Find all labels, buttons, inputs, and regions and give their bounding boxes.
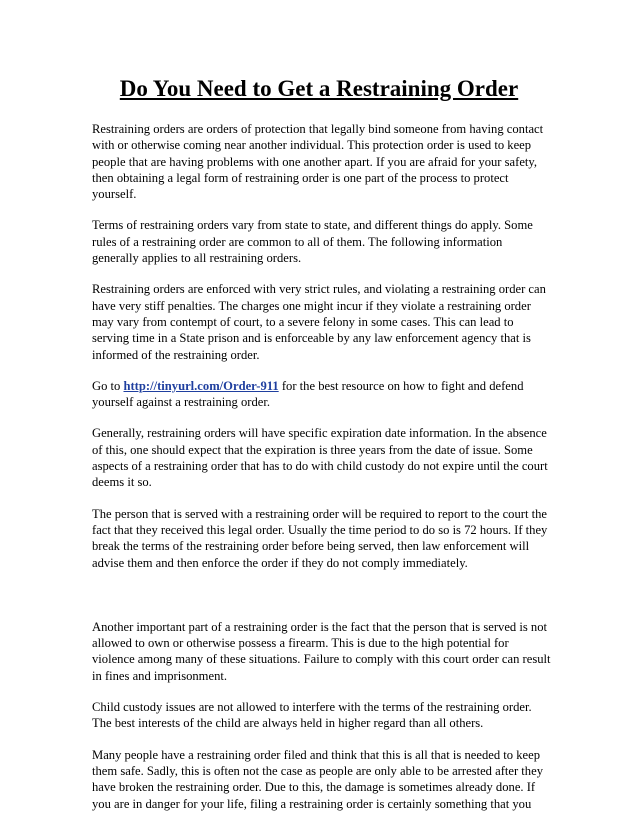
resource-text-before: Go to	[92, 378, 124, 393]
document-body	[92, 121, 552, 827]
paragraph-resource	[92, 378, 552, 411]
paragraph-terms: Terms of restraining orders vary from state to state, and different things do apply. Some rules of a restraining order are common to all of them. The following information generally applies to all restraining orders.	[92, 218, 533, 266]
resource-link[interactable]: http://tinyurl.com/Order-911	[123, 378, 279, 393]
paragraph-intro: Restraining orders are orders of protection that legally bind someone from having contact with or otherwise coming near another individual. This protection order is used to keep people that are having problems with one another apart. If you are afraid for your safety, then obtaining a legal form of restraining order is one part of the process to protect yourself.	[92, 122, 544, 202]
resource-text-after: for the best resource on how to fight and defend yourself against a restraining order.	[92, 378, 524, 410]
paragraph-child-custody: Child custody issues are not allowed to interfere with the terms of the restraining order. The best interests of the child are always held in higher regard than all others.	[92, 700, 532, 731]
paragraph-firearm: Another important part of a restraining order is the fact that the person that is served is not allowed to own or otherwise possess a firearm. This is due to the high potential for violence among many of these situations. Failure to comply with this court order can result in fines and imprisonment.	[92, 619, 551, 683]
paragraph-enforcement: Restraining orders are enforced with very strict rules, and violating a restraining order can have very stiff penalties. The charges one might incur if they violate a restraining order may vary from contempt of court, to a severe felony in some cases. This can lead to serving time in a State prison and is enforceable by any law enforcement agency that is informed of the restraining order.	[92, 282, 546, 362]
paragraph-danger: Many people have a restraining order filed and think that this is all that is needed to keep them safe. Sadly, this is often not the case as people are only able to be arrested after they have broken the restraining order. Due to this, the damage is sometimes already done. If you are in danger for your life, filing a restraining order is certainly something that you	[92, 747, 543, 811]
paragraph-expiration: Generally, restraining orders will have specific expiration date information. In the absence of this, one should expect that the expiration is three years from the date of issue. Some aspects of a restraining order that has to do with child custody do not expire until the court deems it so.	[92, 426, 548, 490]
paragraph-served: The person that is served with a restraining order will be required to report to the court the fact that they received this legal order. Usually the time period to do so is 72 hours. If they break the terms of the restraining order before being served, then law enforcement will advise them and then enforce the order if they do not comply immediately.	[92, 506, 548, 570]
document-title: Do You Need to Get a Restraining Order	[119, 76, 519, 101]
